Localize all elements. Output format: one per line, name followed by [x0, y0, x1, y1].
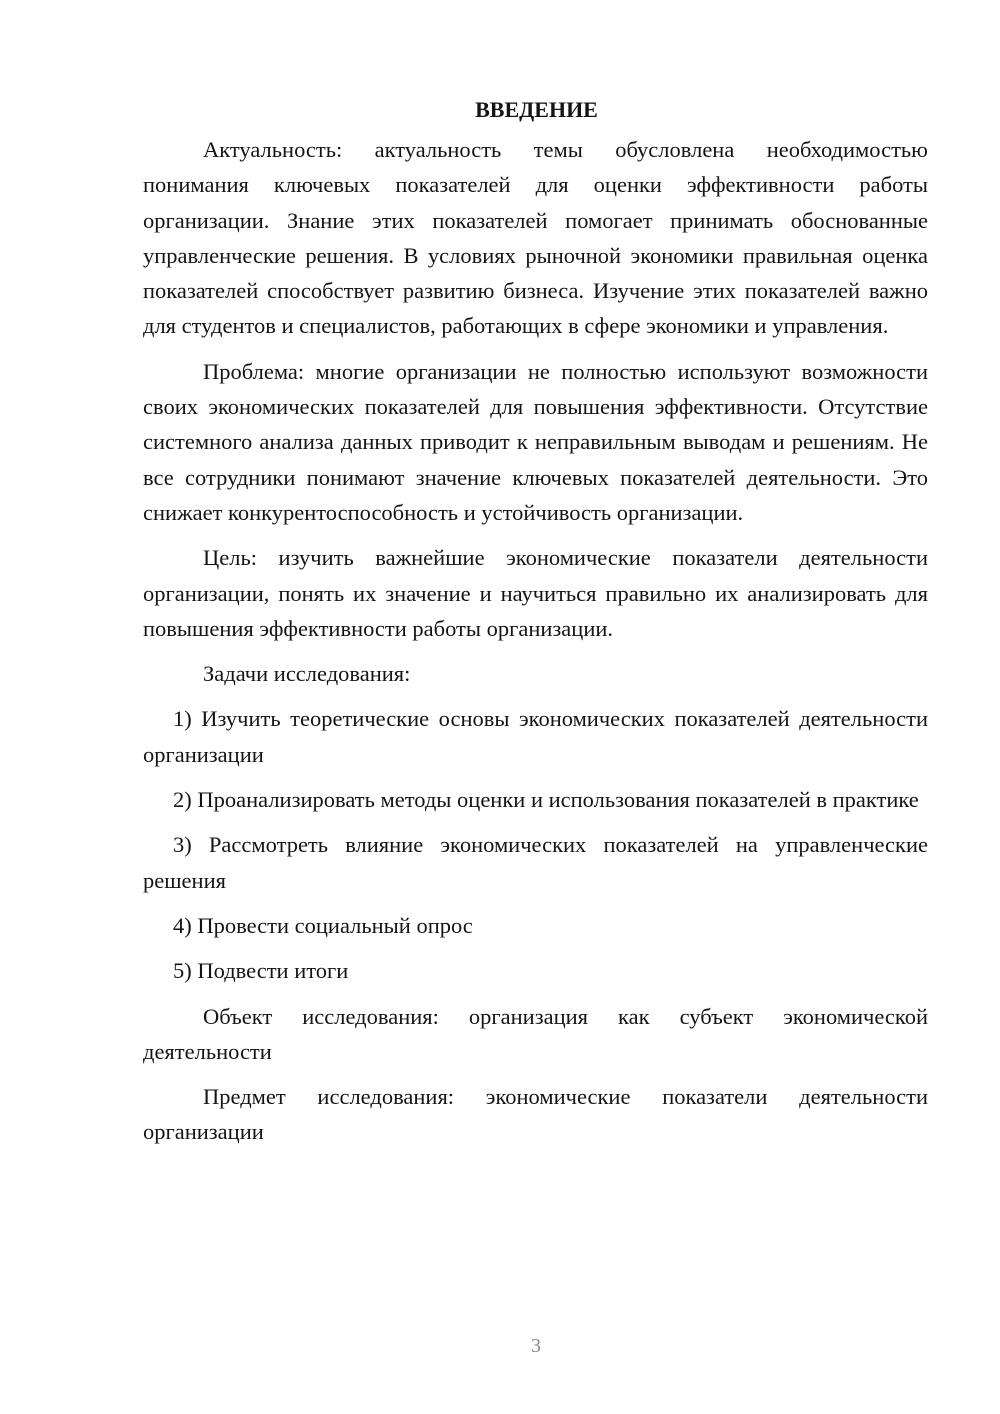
- task-item-4: 4) Провести социальный опрос: [173, 912, 473, 938]
- task-item-1: 1) Изучить теоретические основы экономических показателей деятельности организации: [143, 706, 928, 767]
- relevance-paragraph: Актуальность: актуальность темы обусловлена необходимостью понимания ключевых показателей для оценки эффективности работы организации. Знание этих показателей помогает принимать обоснованные управленческие решения. В условиях рыночной экономики правильная оценка показателей способствует развитию бизнеса. Изучение этих показателей важно для студентов и специалистов, работающих в сфере экономики и управления.: [143, 137, 928, 339]
- subject-paragraph: Предмет исследования: экономические показатели деятельности организации: [143, 1084, 928, 1145]
- problem-paragraph: Проблема: многие организации не полностью используют возможности своих экономических показателей для повышения эффективности. Отсутствие системного анализа данных приводит к неправильным выводам и решениям. Не все сотрудники понимают значение ключевых показателей деятельности. Это снижает конкурентоспособность и устойчивость организации.: [143, 358, 928, 525]
- page-title: ВВЕДЕНИЕ: [475, 97, 598, 122]
- task-item-5: 5) Подвести итоги: [173, 958, 349, 984]
- goal-paragraph: Цель: изучить важнейшие экономические показатели деятельности организации, понять их значение и научиться правильно их анализировать для повышения эффективности работы организации.: [143, 545, 928, 641]
- task-item-2: 2) Проанализировать методы оценки и использования показателей в практике: [173, 787, 919, 813]
- tasks-heading: Задачи исследования:: [203, 661, 411, 687]
- page-number: 3: [531, 1335, 541, 1357]
- page-content: [143, 92, 928, 1160]
- task-item-3: 3) Рассмотреть влияние экономических показателей на управленческие решения: [143, 832, 928, 893]
- object-paragraph: Объект исследования: организация как субъект экономической деятельности: [143, 1003, 928, 1064]
